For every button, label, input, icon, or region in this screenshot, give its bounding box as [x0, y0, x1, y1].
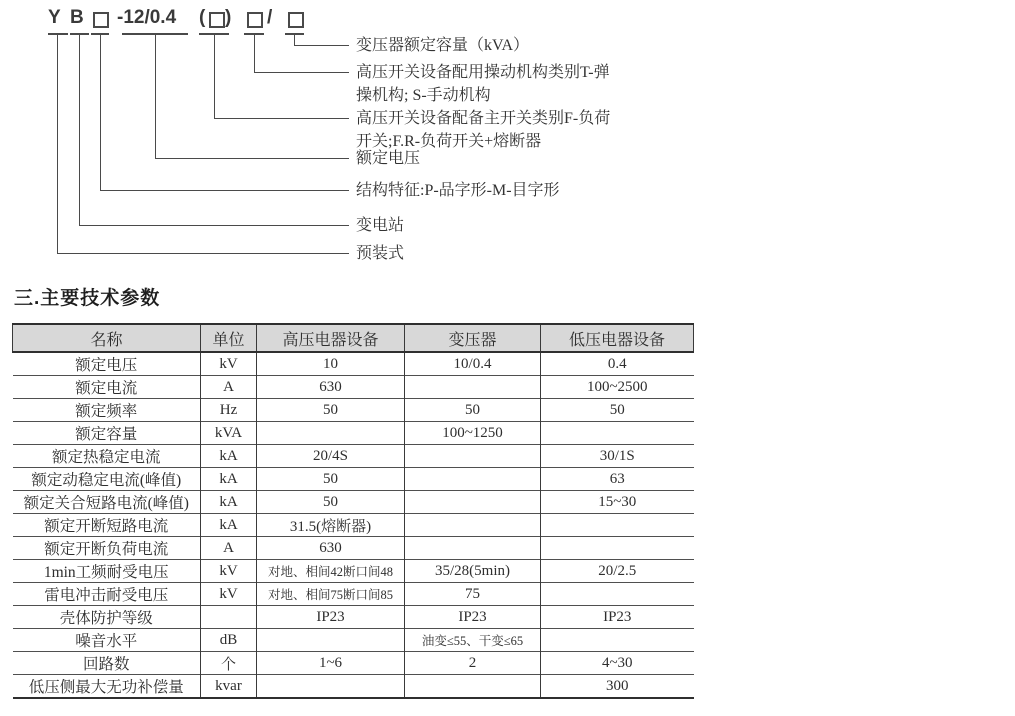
- cell-hv: [257, 422, 405, 445]
- cell-lv: 30/1S: [541, 445, 694, 468]
- callout-line: 额定电压: [356, 150, 421, 167]
- cell-name: 回路数: [82, 656, 130, 673]
- callout-line: 变电站: [356, 217, 405, 234]
- callout-line: 变压器额定容量（kVA）: [356, 37, 530, 54]
- cell-transformer: IP23: [405, 606, 541, 629]
- cell-unit: kV: [201, 352, 257, 376]
- cell-hv: 1~6: [257, 652, 405, 675]
- cell-transformer: 100~1250: [405, 422, 541, 445]
- close-paren: ): [225, 7, 232, 28]
- cell-lv: [541, 629, 694, 652]
- cell-name: 额定电压: [75, 357, 138, 374]
- cell-unit: kA: [201, 514, 257, 537]
- cell-hv: 50: [257, 399, 405, 422]
- cell-name: 额定开断负荷电流: [44, 541, 169, 558]
- cell-name: 低压侧最大无功补偿量: [28, 679, 184, 696]
- cell-lv: 4~30: [541, 652, 694, 675]
- cell-hv: 630: [257, 376, 405, 399]
- cell-unit: A: [201, 376, 257, 399]
- callout-operating-mechanism: [356, 61, 610, 107]
- placeholder-box: [209, 12, 225, 28]
- cell-hv: 630: [257, 537, 405, 560]
- placeholder-box: [93, 12, 109, 28]
- parameters-table-wrap: [12, 323, 694, 699]
- cell-name: 额定开断短路电流: [44, 518, 169, 535]
- callout-prefabricated: [356, 242, 404, 265]
- cell-lv: 20/2.5: [541, 560, 694, 583]
- cell-transformer: [405, 491, 541, 514]
- cell-lv: IP23: [541, 606, 694, 629]
- placeholder-box: [288, 12, 304, 28]
- col-header-name: 名称: [13, 324, 201, 352]
- cell-unit: kV: [201, 560, 257, 583]
- callout-line: 开关;F.R-负荷开关+熔断器: [356, 133, 542, 150]
- table-row: [13, 468, 694, 491]
- cell-hv: 对地、相间42断口间48: [257, 560, 405, 583]
- callout-line: 高压开关设备配用操动机构类别T-弹: [356, 64, 610, 81]
- cell-transformer: [405, 514, 541, 537]
- cell-name: 壳体防护等级: [59, 610, 153, 627]
- table-row: [13, 583, 694, 606]
- cell-hv: IP23: [257, 606, 405, 629]
- cell-hv: 50: [257, 491, 405, 514]
- callout-line: 高压开关设备配备主开关类别F-负荷: [356, 110, 611, 127]
- table-row: [13, 352, 694, 376]
- col-header-hv-equipment: 高压电器设备: [257, 324, 405, 352]
- cell-transformer: 油变≤55、干变≤65: [405, 629, 541, 652]
- cell-unit: [201, 606, 257, 629]
- col-header-unit: 单位: [201, 324, 257, 352]
- cell-unit: 个: [201, 652, 257, 675]
- cell-name: 额定动稳定电流(峰值): [31, 472, 182, 489]
- cell-unit: kV: [201, 583, 257, 606]
- cell-name: 额定电流: [75, 380, 138, 397]
- table-row: [13, 514, 694, 537]
- table-row: [13, 445, 694, 468]
- parameters-table: [12, 323, 694, 699]
- code-rating: -12/0.4: [117, 7, 177, 28]
- callout-rated-voltage: [356, 147, 420, 170]
- cell-unit: kA: [201, 445, 257, 468]
- callout-line: 操机构; S-手动机构: [356, 87, 491, 104]
- section-title: 三.主要技术参数: [14, 288, 161, 309]
- code-letter-y: Y: [48, 7, 61, 28]
- cell-name: 额定频率: [75, 403, 138, 420]
- cell-transformer: [405, 445, 541, 468]
- cell-unit: kVA: [201, 422, 257, 445]
- cell-hv: 31.5(熔断器): [257, 514, 405, 537]
- col-header-transformer: 变压器: [405, 324, 541, 352]
- code-letter-b: B: [70, 7, 84, 28]
- cell-transformer: 10/0.4: [405, 352, 541, 376]
- cell-transformer: [405, 468, 541, 491]
- table-row: [13, 606, 694, 629]
- cell-lv: 15~30: [541, 491, 694, 514]
- table-row: [13, 399, 694, 422]
- cell-lv: [541, 583, 694, 606]
- cell-hv: 20/4S: [257, 445, 405, 468]
- cell-name: 噪音水平: [75, 633, 138, 650]
- cell-transformer: [405, 537, 541, 560]
- cell-unit: kvar: [201, 675, 257, 699]
- cell-name: 额定关合短路电流(峰值): [23, 495, 189, 512]
- code-slash: /: [267, 7, 273, 28]
- cell-unit: kA: [201, 468, 257, 491]
- cell-unit: Hz: [201, 399, 257, 422]
- cell-lv: 100~2500: [541, 376, 694, 399]
- placeholder-box: [247, 12, 263, 28]
- cell-hv: 50: [257, 468, 405, 491]
- cell-lv: 63: [541, 468, 694, 491]
- table-row: [13, 422, 694, 445]
- table-row: [13, 629, 694, 652]
- cell-lv: [541, 514, 694, 537]
- cell-unit: dB: [201, 629, 257, 652]
- cell-transformer: 50: [405, 399, 541, 422]
- callout-line: 预装式: [356, 245, 405, 262]
- table-row: [13, 675, 694, 699]
- table-row: [13, 376, 694, 399]
- cell-lv: 300: [541, 675, 694, 699]
- cell-lv: 0.4: [541, 352, 694, 376]
- callout-substation: [356, 214, 404, 237]
- table-row: [13, 560, 694, 583]
- cell-transformer: 75: [405, 583, 541, 606]
- table-row: [13, 537, 694, 560]
- cell-name: 雷电冲击耐受电压: [44, 587, 169, 604]
- table-header-row: [13, 324, 694, 352]
- cell-transformer: 35/28(5min): [405, 560, 541, 583]
- cell-transformer: [405, 675, 541, 699]
- callout-structure-feature: [356, 179, 560, 202]
- cell-transformer: [405, 376, 541, 399]
- cell-unit: A: [201, 537, 257, 560]
- cell-lv: 50: [541, 399, 694, 422]
- table-row: [13, 652, 694, 675]
- cell-hv: [257, 675, 405, 699]
- cell-name: 额定热稳定电流: [51, 449, 161, 466]
- callout-transformer-capacity: [356, 34, 529, 57]
- cell-lv: [541, 537, 694, 560]
- cell-lv: [541, 422, 694, 445]
- cell-name: 额定容量: [75, 426, 138, 443]
- cell-unit: kA: [201, 491, 257, 514]
- col-header-lv-equipment: 低压电器设备: [541, 324, 694, 352]
- callout-line: 结构特征:P-品字形-M-目字形: [356, 182, 560, 199]
- cell-transformer: 2: [405, 652, 541, 675]
- cell-hv: 10: [257, 352, 405, 376]
- table-row: [13, 491, 694, 514]
- callout-connector: [57, 35, 349, 254]
- cell-hv: [257, 629, 405, 652]
- open-paren: (: [199, 7, 206, 28]
- cell-hv: 对地、相间75断口间85: [257, 583, 405, 606]
- cell-name: 1min工频耐受电压: [43, 564, 169, 581]
